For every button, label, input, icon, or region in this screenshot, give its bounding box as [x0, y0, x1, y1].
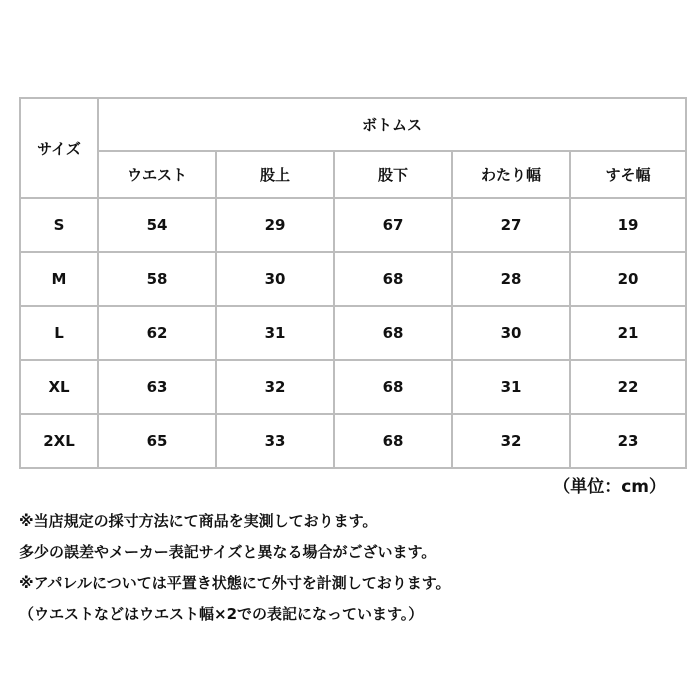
note-line: （ウエストなどはウエスト幅×2での表記になっています。） — [19, 605, 424, 623]
table-cell: 67 — [334, 198, 452, 252]
table-cell: 31 — [216, 306, 334, 360]
table-cell: 62 — [98, 306, 216, 360]
table-cell: 21 — [570, 306, 686, 360]
table-cell: 30 — [216, 252, 334, 306]
measurement-notes — [19, 506, 679, 630]
table-cell: 20 — [570, 252, 686, 306]
table-cell: 23 — [570, 414, 686, 468]
column-header-rise: 股上 — [216, 151, 334, 198]
note-line: ※アパレルについては平置き状態にて外寸を計測しております。 — [19, 574, 451, 592]
table-row — [20, 306, 686, 360]
table-cell: 22 — [570, 360, 686, 414]
table-row — [20, 414, 686, 468]
size-chart-table — [19, 97, 687, 469]
note-line: ※当店規定の採寸方法にて商品を実測しております。 — [19, 512, 378, 530]
group-header-bottoms: ボトムス — [98, 98, 686, 151]
column-header-waist: ウエスト — [98, 151, 216, 198]
column-header-thigh-width: わたり幅 — [452, 151, 570, 198]
table-cell: 19 — [570, 198, 686, 252]
table-cell: 68 — [334, 252, 452, 306]
column-header-hem-width: すそ幅 — [570, 151, 686, 198]
unit-label: （単位：cm） — [553, 477, 666, 497]
table-cell: 30 — [452, 306, 570, 360]
table-row — [20, 252, 686, 306]
table-cell: 65 — [98, 414, 216, 468]
table-cell: 29 — [216, 198, 334, 252]
column-header-inseam: 股下 — [334, 151, 452, 198]
table-cell: 31 — [452, 360, 570, 414]
note-line: 多少の誤差やメーカー表記サイズと異なる場合がございます。 — [19, 543, 437, 561]
table-cell: 32 — [216, 360, 334, 414]
table-cell: 28 — [452, 252, 570, 306]
row-size-label: M — [20, 252, 98, 306]
row-size-label: 2XL — [20, 414, 98, 468]
table-cell: 33 — [216, 414, 334, 468]
table-cell: 32 — [452, 414, 570, 468]
table-row — [20, 198, 686, 252]
table-cell: 54 — [98, 198, 216, 252]
size-header: サイズ — [20, 98, 98, 198]
table-cell: 68 — [334, 360, 452, 414]
table-cell: 68 — [334, 306, 452, 360]
header-row-group — [20, 98, 686, 151]
table-row — [20, 360, 686, 414]
table-cell: 27 — [452, 198, 570, 252]
row-size-label: S — [20, 198, 98, 252]
table-cell: 63 — [98, 360, 216, 414]
row-size-label: L — [20, 306, 98, 360]
row-size-label: XL — [20, 360, 98, 414]
table-cell: 68 — [334, 414, 452, 468]
header-row-columns — [20, 151, 686, 198]
table-cell: 58 — [98, 252, 216, 306]
